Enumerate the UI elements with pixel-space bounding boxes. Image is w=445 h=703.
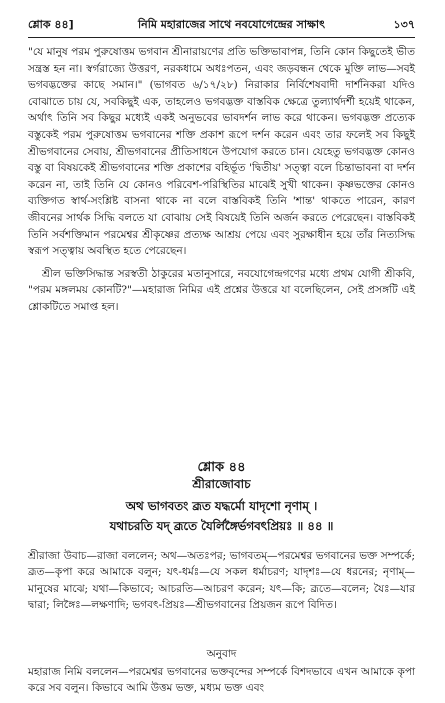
- header-divider: [28, 37, 415, 38]
- synonyms-text: শ্রীরাজা উবাচ—রাজা বললেন; অথ—অতঃপর; ভাগবতম্—পরমেশ্বর ভগবানের ভক্ত সম্পর্কে; ব্রূত—কৃপা করে আমাকে বলুন; যৎ-ধর্মঃ—যে সকল ধর্মাচরণ; যাদৃশঃ—যে ধরনের; নৃণাম্—মানুষের মাঝে; যথা—কিভাবে; আচরতি—আচরণ করেন; যৎ—কি; ব্রূতে—বলেন; যৈঃ—যার দ্বারা; লিঙ্গৈঃ—লক্ষণাদি; ভগবৎ-প্রিয়ঃ—শ্রীভগবানের প্রিয়জন রূপে বিদিত।: [28, 550, 415, 612]
- header-verse-ref: শ্লোক ৪৪]: [28, 17, 74, 31]
- verse-line-2: যথাচরতি যদ্ ব্রূতে যৈর্লিঙ্গৈর্ভগবৎপ্রিয়ঃ ॥ ৪৪ ॥: [109, 519, 334, 533]
- translation-text: মহারাজ নিমি বললেন—পরমেশ্বর ভগবানের ভক্তবৃন্দের সম্পর্কে বিশদভাবে এখন আমাকে কৃপা করে সব বলুন। কিভাবে আমি উত্তম ভক্ত, মধ্যম ভক্ত এবং: [28, 666, 415, 695]
- verse-speaker: শ্রীরাজোবাচ: [192, 477, 251, 491]
- verse-line-1: অথ ভাগবতং ব্রূত যদ্ধর্মো যাদৃশো নৃণাম্ ।: [125, 499, 318, 513]
- purport-paragraph-1: "যে মানুষ পরম পুরুষোত্তম ভগবান শ্রীনারায়ণের প্রতি ভক্তিভাবাপন্ন, তিনি কোন কিছুতেই ভীত সন্ত্রস্ত হন না। স্বর্গরাজ্যে উত্তরণ, নরকধামে অধঃপতন, এবং জড়বন্ধন থেকে মুক্তি লাভ—সবই ভগবদ্ভক্তের কাছে সমান।" (ভাগবত ৬/১৭/২৮) নিরাকার নির্বিশেষবাদী দার্শনিকরা যদিও বোঝাতে চায় যে, সবকিছুই এক, তাহলেও ভগবদ্ভক্ত বাস্তবিক ক্ষেত্রে তুল্যার্থদর্শী হয়েই থাকেন, অর্থাৎ তিনি সব কিছুর মধ্যেই একই অনুভবের ভাবদর্শন লাভ করে থাকেন। ভগবদ্ভক্ত প্রত্যেক বস্তুকেই পরম পুরুষোত্তম ভগবানের শক্তি প্রকাশ রূপে দর্শন করেন এবং তার ফলেই সব কিছুই শ্রীভগবানের সেবায়, শ্রীভগবানের প্রীতিসাধনে উপযোগ করতে চান। যেহেতু ভগবদ্ভক্ত কোনও বস্তু বা বিষয়কেই শ্রীভগবানের শক্তি প্রকাশের বহির্ভূত 'দ্বিতীয়' সত্ত্বা বলে চিন্তাভাবনা বা দর্শন করেন না, তাই তিনি যে কোনও পরিবেশ-পরিস্থিতির মাঝেই সুখী থাকেন। কৃষ্ণভক্তের কোনও ব্যক্তিগত স্বার্থ-সংশ্লিষ্ট বাসনা থাকে না বলে বাস্তবিকই তিনি 'শান্ত' থাকতে পারেন, কারণ জীবনের সার্থক সিদ্ধি বলতে যা বোঝায় সেই বিষয়েই তিনি অর্জন করতে পেরেছেন। বাস্তবিকই তিনি সর্বশক্তিমান পরমেশ্বর শ্রীকৃষ্ণের প্রত্যক্ষ আশ্রয় পেয়ে এবং সুরক্ষাধীন হয়ে তাঁর নিত্যসিদ্ধ স্বরূপ সত্ত্বায় অবস্থিত হতে পেরেছেন।: [28, 46, 415, 258]
- header-chapter-title: নিমি মহারাজের সাথে নবযোগেন্দ্রের সাক্ষাৎ: [138, 17, 325, 31]
- word-synonyms: [28, 548, 415, 614]
- purport-text: [28, 44, 415, 316]
- page-number: ১৩৭: [393, 17, 415, 31]
- sanskrit-verse: [28, 496, 415, 536]
- running-header: [28, 14, 415, 36]
- translation-heading: অনুবাদ: [206, 648, 237, 660]
- translation-block: [28, 664, 415, 697]
- purport-paragraph-2: শ্রীল ভক্তিসিদ্ধান্ত সরস্বতী ঠাকুরের মতানুসারে, নবযোগেন্দ্রগণের মধ্যে প্রথম যোগী শ্রীকবি, "পরম মঙ্গলময় কোনটি?"—মহারাজ নিমির এই প্রশ্নের উত্তরে যা বলেছিলেন, সেই প্রসঙ্গটি এই শ্লোকটিতে সমাপ্ত হল।: [28, 267, 415, 313]
- verse-heading: শ্লোক ৪৪: [197, 460, 246, 475]
